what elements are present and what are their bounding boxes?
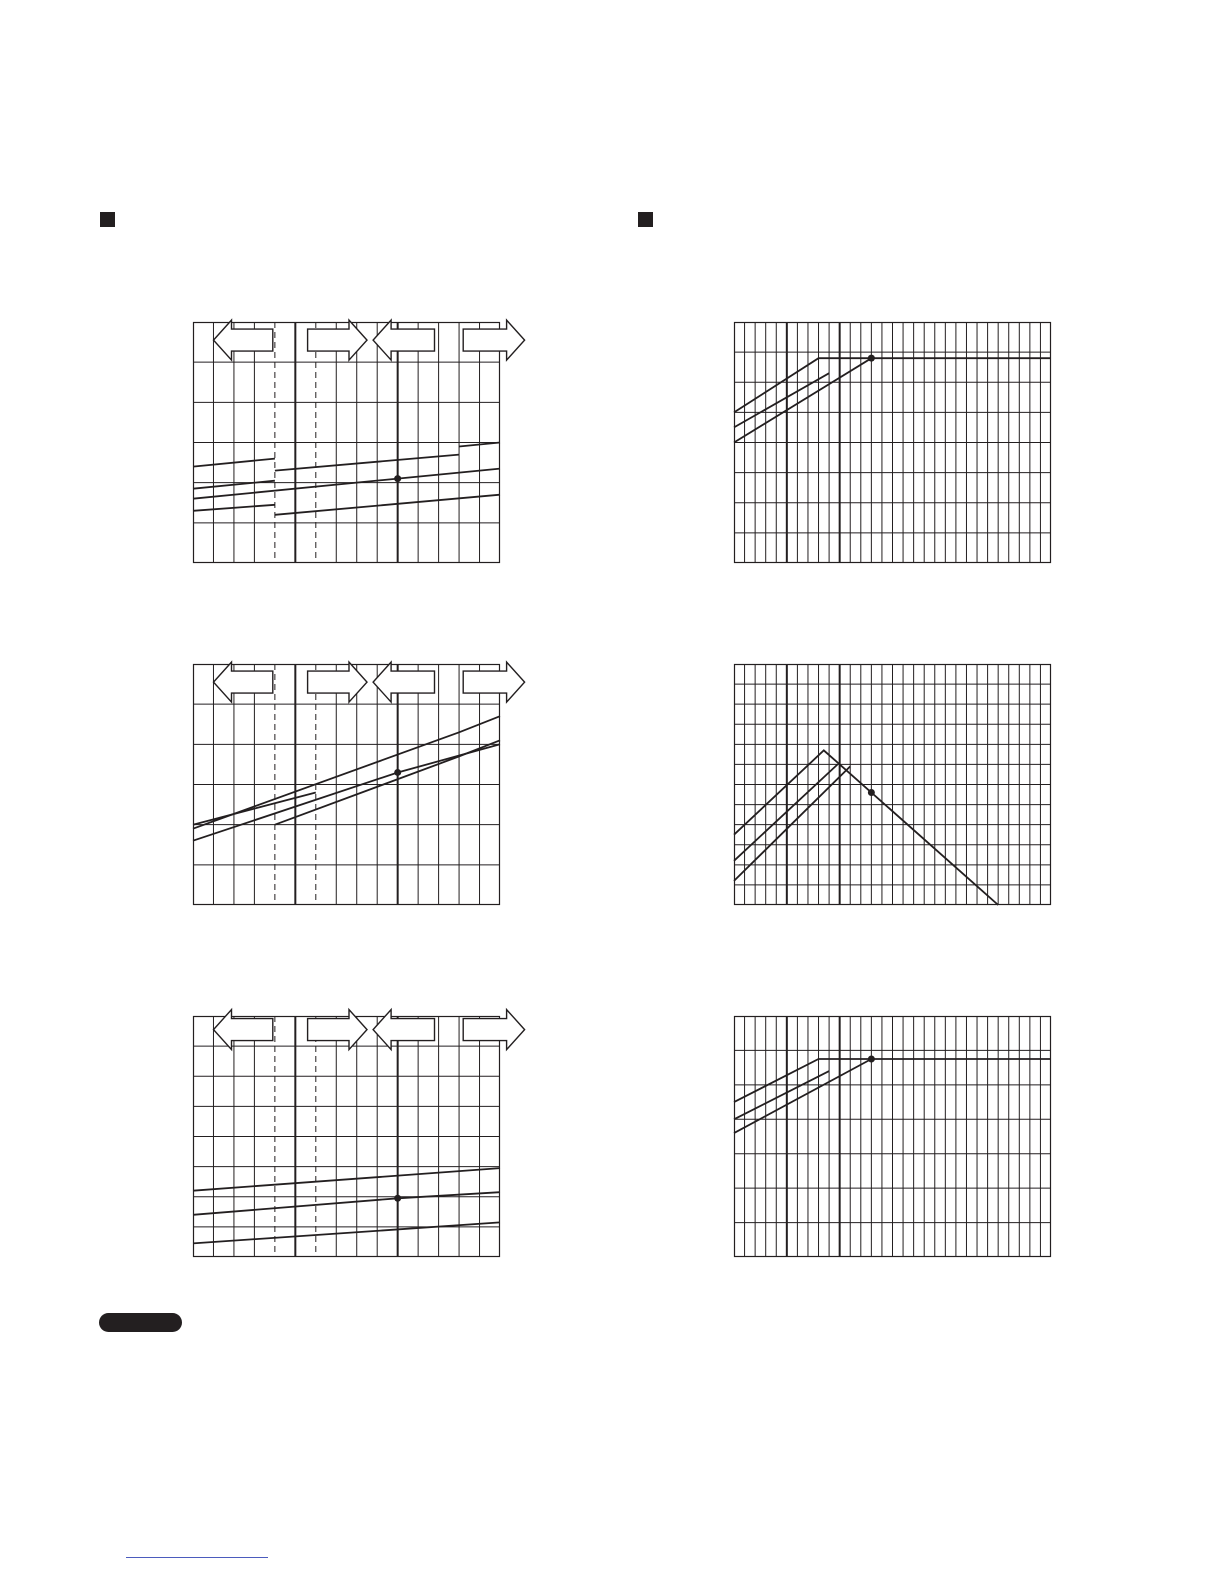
- series-line-7: [275, 495, 500, 515]
- chart-right-top-svg: [734, 322, 1051, 563]
- chart-left-top: [193, 322, 500, 563]
- chart-left-middle-svg: [193, 664, 500, 905]
- chart-right-middle: [734, 664, 1051, 905]
- series-line-2: [193, 1192, 500, 1215]
- chart-right-bottom-svg: [734, 1016, 1051, 1257]
- series-line-1: [193, 1168, 500, 1191]
- data-point-marker: [394, 769, 401, 776]
- left-arrow-3: [373, 1010, 434, 1050]
- series-line-3: [734, 766, 850, 881]
- series-line-2: [275, 455, 459, 471]
- right-section-marker: [638, 212, 653, 227]
- series-line-1: [734, 750, 998, 905]
- series-line-2: [193, 716, 500, 829]
- chart-right-top: [734, 322, 1051, 563]
- right-arrow-2: [308, 320, 367, 360]
- footer-link-underline: [126, 1557, 268, 1558]
- chart-left-top-svg: [193, 322, 500, 563]
- series-line-4: [275, 740, 500, 824]
- left-arrow-3: [373, 320, 434, 360]
- data-point-marker: [868, 1056, 875, 1063]
- right-arrow-4: [463, 320, 524, 360]
- left-arrow-3: [373, 662, 434, 702]
- chart-right-bottom: [734, 1016, 1051, 1257]
- right-arrow-2: [308, 662, 367, 702]
- left-arrow-1: [214, 320, 273, 360]
- series-line-3: [193, 1222, 500, 1243]
- chart-right-middle-svg: [734, 664, 1051, 905]
- data-point-marker: [868, 355, 875, 362]
- right-arrow-4: [463, 1010, 524, 1050]
- data-point-marker: [394, 475, 401, 482]
- series-line-3: [734, 358, 871, 442]
- data-point-marker: [394, 1195, 401, 1202]
- left-arrow-1: [214, 662, 273, 702]
- note-badge: [99, 1313, 182, 1332]
- left-arrow-1: [214, 1010, 273, 1050]
- series-line-2: [734, 764, 838, 860]
- chart-left-bottom: [193, 1016, 500, 1257]
- chart-left-bottom-svg: [193, 1016, 500, 1257]
- left-section-marker: [100, 212, 115, 227]
- right-arrow-2: [308, 1010, 367, 1050]
- right-arrow-4: [463, 662, 524, 702]
- series-line-3: [734, 1059, 871, 1133]
- chart-left-middle: [193, 664, 500, 905]
- data-point-marker: [868, 789, 875, 796]
